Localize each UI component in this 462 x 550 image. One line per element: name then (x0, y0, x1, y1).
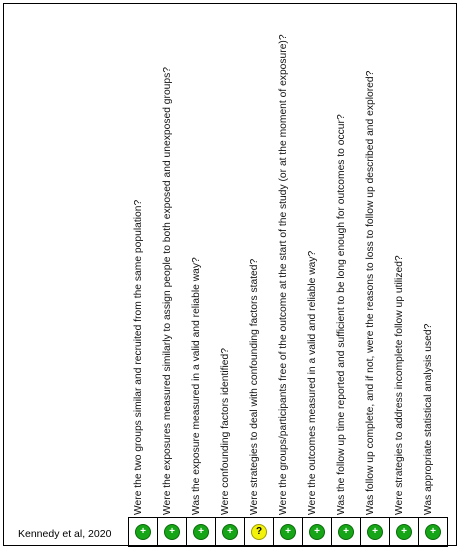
low-risk-icon: + (280, 524, 296, 540)
rating-cell-1 (129, 518, 158, 546)
question-header-1 (124, 9, 153, 521)
question-header-6 (269, 9, 298, 521)
rating-cell-10 (390, 518, 419, 546)
question-text: Were the two groups similar and recruited from the same population? (133, 199, 144, 515)
question-header-3 (182, 9, 211, 521)
question-header-5 (240, 9, 269, 521)
question-header-8 (327, 9, 356, 521)
rating-cell-8 (332, 518, 361, 546)
question-header-10 (385, 9, 414, 521)
low-risk-icon: + (367, 524, 383, 540)
low-risk-icon: + (396, 524, 412, 540)
rating-cell-5 (245, 518, 274, 546)
rating-cell-9 (361, 518, 390, 546)
unclear-risk-icon: ? (251, 524, 267, 540)
low-risk-icon: + (193, 524, 209, 540)
low-risk-icon: + (164, 524, 180, 540)
low-risk-icon: + (309, 524, 325, 540)
question-text: Was appropriate statistical analysis used? (423, 323, 434, 515)
question-header-11 (414, 9, 443, 521)
question-text: Were strategies to deal with confounding factors stated? (249, 258, 260, 515)
question-text: Were confounding factors identified? (220, 348, 231, 515)
rating-cell-11 (419, 518, 448, 546)
risk-of-bias-table (3, 3, 457, 546)
study-label: Kennedy et al, 2020 (18, 528, 112, 540)
rating-cell-7 (303, 518, 332, 546)
rating-cell-6 (274, 518, 303, 546)
rating-cell-2 (158, 518, 187, 546)
question-text: Were strategies to address incomplete follow up utilized? (394, 255, 405, 515)
rating-row (128, 517, 448, 547)
rating-cell-3 (187, 518, 216, 546)
question-text: Was the exposure measured in a valid and reliable way? (191, 257, 202, 515)
low-risk-icon: + (338, 524, 354, 540)
low-risk-icon: + (135, 524, 151, 540)
low-risk-icon: + (222, 524, 238, 540)
question-text: Was follow up complete, and if not, were the reasons to loss to follow up described and explored? (365, 70, 376, 515)
question-text: Were the outcomes measured in a valid and reliable way? (307, 250, 318, 515)
question-text: Were the groups/participants free of the outcome at the start of the study (or at the moment of exposure)? (278, 34, 289, 515)
question-header-7 (298, 9, 327, 521)
question-header-9 (356, 9, 385, 521)
question-header-4 (211, 9, 240, 521)
rating-cell-4 (216, 518, 245, 546)
question-header-2 (153, 9, 182, 521)
low-risk-icon: + (425, 524, 441, 540)
question-text: Was the follow up time reported and sufficient to be long enough for outcomes to occur? (336, 114, 347, 515)
question-text: Were the exposures measured similarly to assign people to both exposed and unexposed groups? (162, 66, 173, 515)
